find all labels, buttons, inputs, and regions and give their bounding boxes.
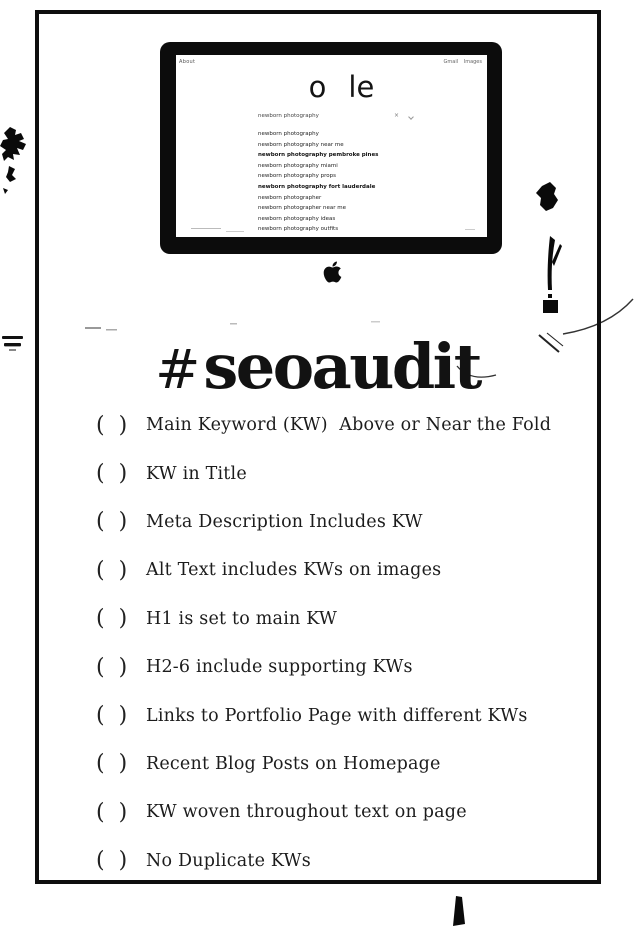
checklist-row [96,449,576,497]
paren-open: ( [96,799,105,825]
suggestion-item[interactable]: newborn photography near me [258,141,344,148]
checkbox[interactable] [96,413,146,438]
checklist-label: Links to Portfolio Page with different KWs [146,705,528,726]
checklist-row [96,546,576,594]
checklist-row [96,643,576,691]
browser-screen [176,55,487,237]
suggestion-list [258,129,378,235]
hashtag-symbol: # [155,338,201,401]
apple-logo-icon [323,260,342,284]
screen-smudge [465,229,475,230]
paren-close: ) [118,703,128,729]
suggestion-item[interactable]: newborn photography pembroke pines [258,152,379,159]
checkbox[interactable] [96,800,146,825]
checklist-row [96,788,576,836]
checklist-row [96,401,576,449]
screen-smudge [191,228,221,230]
google-logo [186,70,497,104]
suggestion-item[interactable]: newborn photography props [258,173,336,180]
suggestion-item[interactable]: newborn photography fort lauderdale [258,183,376,190]
suggestion-item[interactable]: newborn photography outfits [258,226,339,233]
checkbox[interactable] [96,848,146,873]
gmail-images-links[interactable]: Gmail Images [443,59,482,65]
checkbox[interactable] [96,751,146,776]
logo-letters-le: le [348,70,375,104]
checklist-label: Main Keyword (KW) Above or Near the Fold [146,415,552,436]
ink-blob-decoration-left [0,126,32,204]
paren-open: ( [96,703,105,729]
paren-open: ( [96,654,105,680]
suggestion-item[interactable]: newborn photography [258,131,319,137]
checklist-label: Recent Blog Posts on Homepage [146,753,441,774]
checklist-label: H2-6 include supporting KWs [146,657,413,678]
checklist-row [96,837,576,885]
checklist-label: H1 is set to main KW [146,608,338,629]
paren-open: ( [96,461,105,487]
checklist-row [96,498,576,546]
paren-open: ( [96,509,105,535]
paren-open: ( [96,412,105,438]
checkbox[interactable] [96,703,146,728]
about-link[interactable]: About [179,59,196,65]
ink-mark-bottom-decoration [450,896,468,928]
checklist-row [96,691,576,739]
paren-close: ) [118,461,128,487]
checkbox[interactable] [96,606,146,631]
logo-letter-o: o [308,70,327,104]
paren-close: ) [118,751,128,777]
imac-monitor [160,42,502,254]
suggestion-item[interactable]: newborn photography ideas [258,215,336,222]
title-word: seoaudit [203,330,480,403]
mic-icon[interactable] [408,114,414,120]
paren-close: ) [118,412,128,438]
search-box[interactable] [258,113,423,119]
paren-open: ( [96,751,105,777]
suggestion-item[interactable]: newborn photography miami [258,162,338,169]
checklist-row [96,595,576,643]
paren-open: ( [96,848,105,874]
checklist-label: KW in Title [146,463,247,484]
paren-close: ) [118,557,128,583]
checkbox[interactable] [96,509,146,534]
checkbox[interactable] [96,558,146,583]
paren-close: ) [118,848,128,874]
checklist-row [96,740,576,788]
paren-open: ( [96,606,105,632]
screen-smudge [226,231,244,232]
paren-close: ) [118,606,128,632]
checklist-label: KW woven throughout text on page [146,802,467,823]
suggestion-item[interactable]: newborn photographer [258,194,322,201]
paren-open: ( [96,557,105,583]
clear-icon[interactable]: × [394,112,400,119]
checkbox[interactable] [96,461,146,486]
search-query[interactable]: newborn photography [258,113,319,119]
checkbox[interactable] [96,655,146,680]
checklist [96,401,576,885]
checklist-label: Meta Description Includes KW [146,511,423,532]
suggestion-item[interactable]: newborn photographer near me [258,205,346,212]
checklist-label: Alt Text includes KWs on images [146,560,442,581]
paren-close: ) [118,509,128,535]
paren-close: ) [118,654,128,680]
paren-close: ) [118,799,128,825]
checklist-label: No Duplicate KWs [146,850,311,871]
